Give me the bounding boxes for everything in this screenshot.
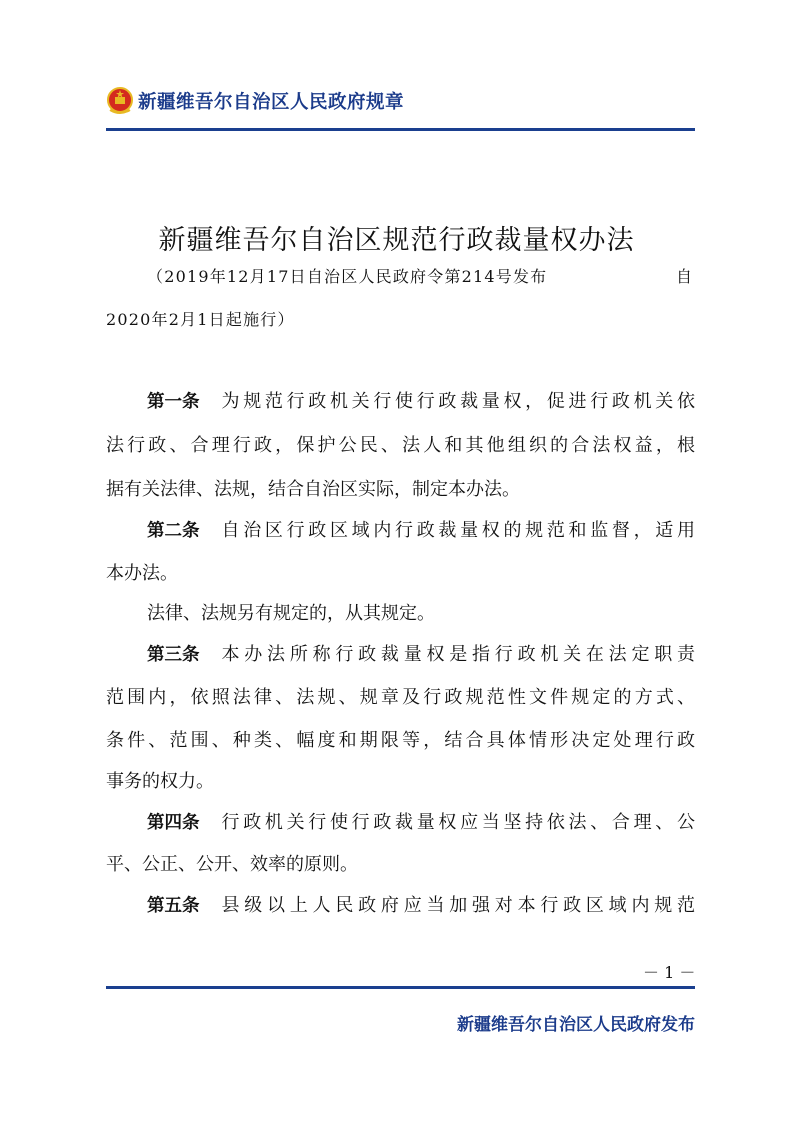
article-2-paragraph2: 法律、法规另有规定的，从其规定。	[147, 603, 435, 624]
article-label: 第四条	[147, 813, 200, 833]
national-emblem-icon	[106, 86, 134, 116]
footer-publisher: 新疆维吾尔自治区人民政府发布	[457, 1015, 695, 1035]
article-3-line1	[147, 643, 695, 667]
article-2-line2: 本办法。	[106, 563, 178, 584]
article-text: 自治区行政区域内行政裁量权的规范和监督，适用	[221, 520, 695, 541]
article-text: 本办法所称行政裁量权是指行政机关在法定职责	[221, 644, 695, 665]
article-text: 行政机关行使行政裁量权应当坚持依法、合理、公	[221, 812, 695, 833]
header-title: 新疆维吾尔自治区人民政府规章	[138, 92, 405, 113]
document-subtitle-line2: 2020年2月1日起施行）	[106, 310, 295, 329]
article-4-line2: 平、公正、公开、效率的原则。	[106, 854, 358, 875]
article-3-line2: 范围内，依照法律、法规、规章及行政规范性文件规定的方式、	[106, 687, 695, 708]
page-number: － 1 －	[643, 963, 696, 982]
document-subtitle-line1: （2019年12月17日自治区人民政府令第214号发布	[147, 267, 548, 286]
footer-divider	[106, 986, 695, 989]
article-label: 第一条	[147, 392, 200, 412]
article-label: 第二条	[147, 521, 200, 541]
article-label: 第三条	[147, 645, 200, 665]
article-1-line1	[147, 390, 695, 414]
article-1-line3: 据有关法律、法规，结合自治区实际，制定本办法。	[106, 479, 520, 500]
article-5-line1	[147, 894, 695, 918]
document-title: 新疆维吾尔自治区规范行政裁量权办法	[158, 225, 635, 256]
document-subtitle-line1-end: 自	[676, 267, 693, 286]
article-1-line2: 法行政、合理行政，保护公民、法人和其他组织的合法权益，根	[106, 435, 695, 456]
article-4-line1	[147, 811, 695, 835]
article-label: 第五条	[147, 896, 200, 916]
article-3-line3: 条件、范围、种类、幅度和期限等，结合具体情形决定处理行政	[106, 730, 695, 751]
article-3-line4: 事务的权力。	[106, 771, 214, 792]
header-divider	[106, 128, 695, 131]
article-text: 为规范行政机关行使行政裁量权，促进行政机关依	[221, 391, 695, 412]
article-text: 县级以上人民政府应当加强对本行政区域内规范	[221, 895, 695, 916]
article-2-line1	[147, 519, 695, 543]
